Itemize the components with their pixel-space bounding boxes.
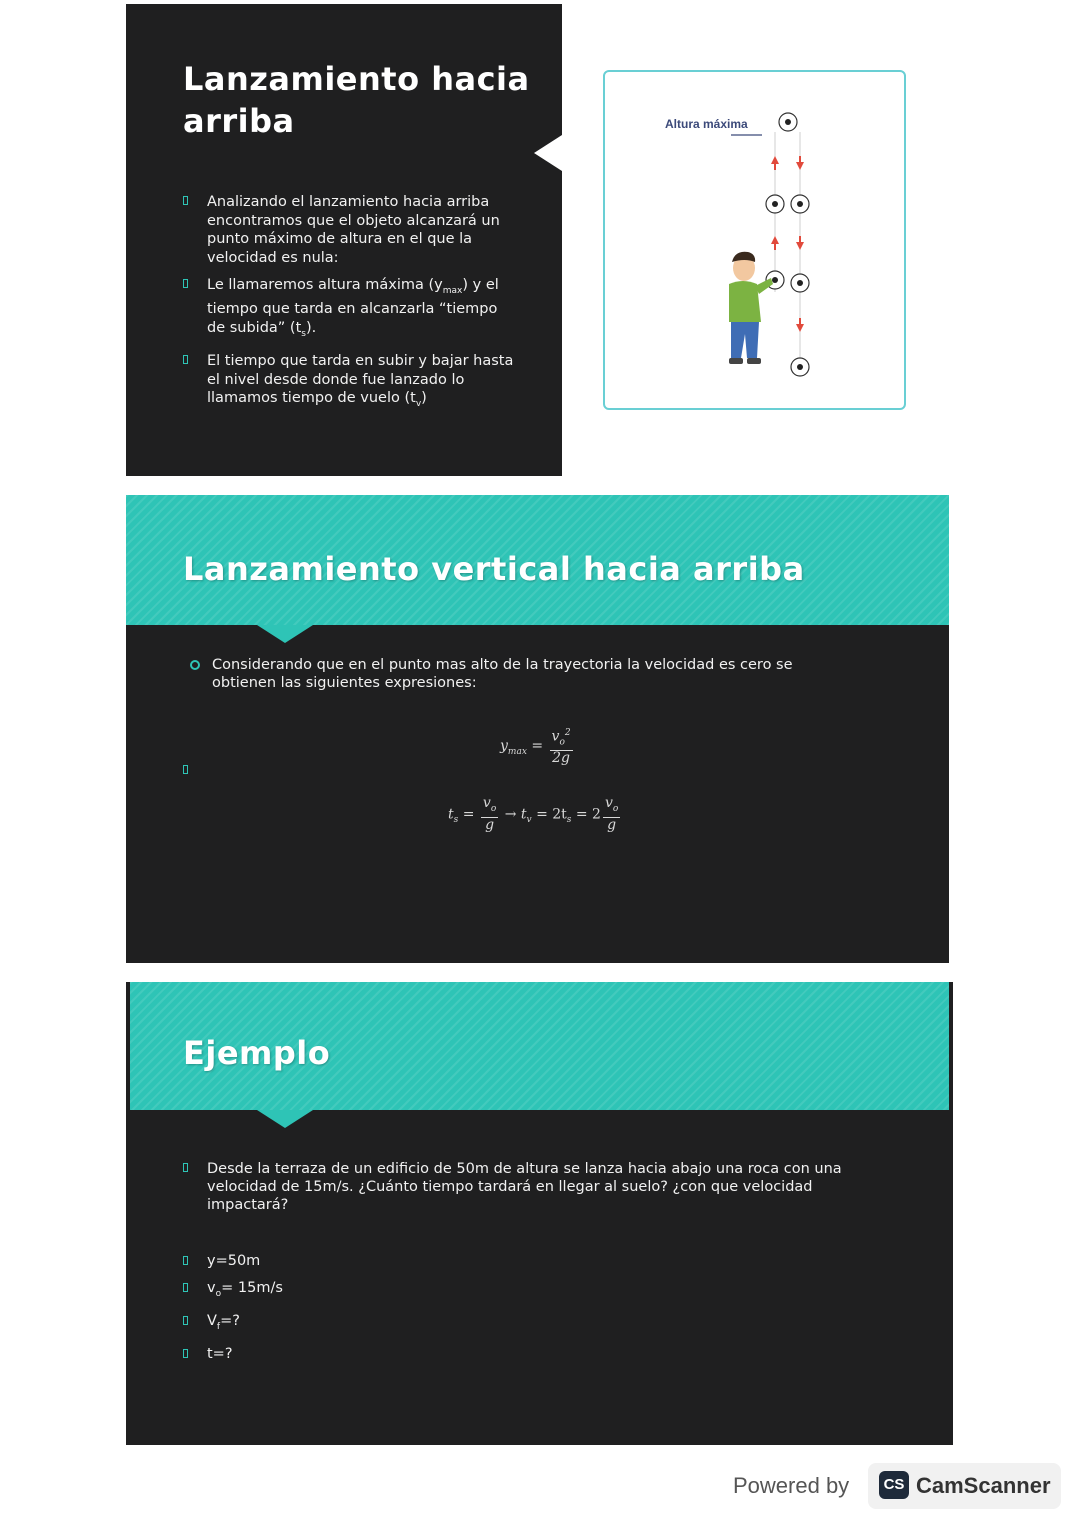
slide-2-title: Lanzamiento vertical hacia arriba bbox=[183, 550, 805, 588]
square-bullet-icon bbox=[183, 1316, 188, 1325]
slide-1-bullet-3: El tiempo que tarda en subir y bajar hasta el nivel desde donde fue lanzado lo llamamos tiempo de vuelo $(t_v)$ bbox=[183, 352, 518, 413]
slide-1-bullet-2: Le llamaremos altura máxima $(y_{max})$ y el tiempo que tarda en alcanzarla “tiempo de subida” $(t_s)$. bbox=[183, 276, 518, 343]
square-bullet-icon bbox=[183, 1283, 188, 1292]
boy-figure bbox=[729, 252, 773, 364]
slide-1-bullet-1: Analizando el lanzamiento hacia arriba encontramos que el objeto alcanzará un punto máximo de altura en el que la velocidad es nula: bbox=[183, 193, 518, 267]
given-item: $V_f=$? bbox=[183, 1308, 483, 1341]
square-bullet-icon bbox=[183, 279, 188, 288]
square-bullet-icon bbox=[183, 196, 188, 205]
illustration-frame bbox=[603, 70, 906, 410]
square-bullet-icon bbox=[183, 765, 188, 774]
slide-3-title: Ejemplo bbox=[183, 1034, 331, 1072]
vertical-launch-illustration bbox=[605, 72, 904, 408]
slide-3-band-notch bbox=[257, 1110, 313, 1128]
slide-2-band-notch bbox=[257, 625, 313, 643]
equation-times: $t_s$ = $\frac{v_o}{g}$ → $t_v = 2t_s = 2$ $\frac{v_o}{g}$ bbox=[448, 795, 619, 833]
square-bullet-icon bbox=[183, 1349, 188, 1358]
problem-statement: Desde la terraza de un edificio de 50m de altura se lanza hacia abajo una roca con una velocidad de 15m/s. ¿Cuánto tiempo tardará en llegar al suelo? ¿con que velocidad impactará? bbox=[183, 1160, 883, 1214]
powered-by-text: Powered by bbox=[733, 1473, 850, 1498]
circle-bullet-icon bbox=[190, 660, 200, 670]
square-bullet-icon bbox=[183, 355, 188, 364]
slide-3-given-list bbox=[183, 1248, 483, 1368]
slide-2-bullet: Considerando que en el punto mas alto de la trayectoria la velocidad es cero se obtienen las siguientes expresiones: bbox=[190, 656, 830, 692]
given-item: $v_o= 15m/s$ bbox=[183, 1275, 483, 1308]
square-bullet-icon bbox=[183, 1256, 188, 1265]
square-bullet-icon bbox=[183, 1163, 188, 1172]
slide-3-problem bbox=[183, 1160, 883, 1214]
given-item: y=50m bbox=[183, 1248, 483, 1275]
camscanner-logo-icon: CS bbox=[879, 1471, 909, 1499]
slide-1-bullets bbox=[183, 193, 518, 414]
camscanner-brand: CamScanner bbox=[916, 1473, 1051, 1498]
given-item: t=? bbox=[183, 1341, 483, 1368]
camscanner-badge bbox=[868, 1463, 1061, 1509]
slide-1-title: Lanzamiento hacia arriba bbox=[183, 60, 530, 140]
figure-label: Altura máxima bbox=[665, 117, 748, 131]
equation-ymax: $y_{max}$ = $\frac{v_o^2}{2g}$ bbox=[500, 728, 571, 767]
slide-1-notch bbox=[534, 135, 562, 171]
